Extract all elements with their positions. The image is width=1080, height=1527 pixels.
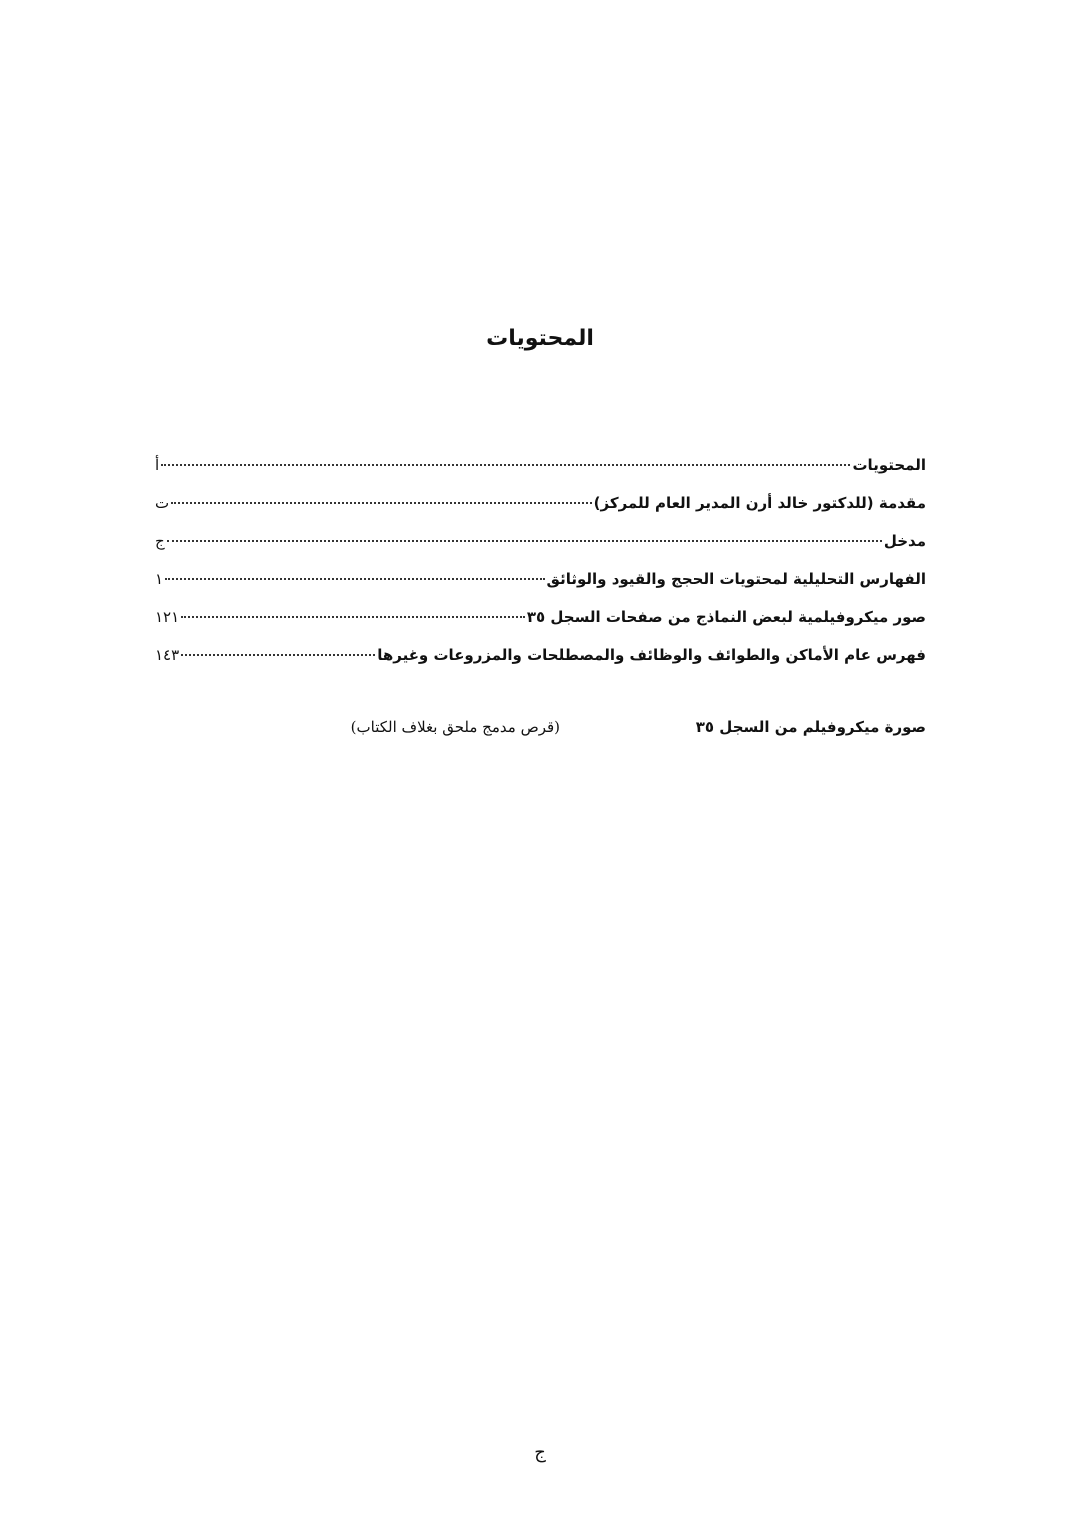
toc-item-label: فهرس عام الأماكن والطوائف والوظائف والمصطلحات والمزروعات وغيرها	[377, 646, 926, 664]
toc-item-page: ١٢١	[155, 608, 180, 626]
toc-item-label: مدخل	[883, 532, 926, 550]
toc-item-label: الفهارس التحليلية لمحتويات الحجج والقيود والوثائق	[546, 570, 926, 588]
appendix-line	[300, 712, 926, 742]
toc-item-label: صور ميكروفيلمية لبعض النماذج من صفحات السجل ٣٥	[526, 608, 926, 626]
toc-item-microfilm-images[interactable]	[155, 598, 926, 636]
toc-item-introduction[interactable]	[155, 484, 926, 522]
page-title: المحتويات	[486, 326, 594, 351]
toc-item-label: المحتويات	[852, 456, 926, 474]
page-number: ج	[534, 1442, 546, 1463]
toc-leader-dots	[165, 577, 544, 580]
toc-item-page: أ	[155, 456, 160, 474]
toc-item-contents[interactable]	[155, 446, 926, 484]
toc-leader-dots	[161, 463, 850, 466]
toc-leader-dots	[181, 615, 525, 618]
toc-item-page: ت	[155, 494, 170, 512]
toc-leader-dots	[171, 501, 592, 504]
toc-item-label: مقدمة (للدكتور خالد أرن المدير العام للمركز)	[593, 494, 926, 512]
toc-item-analytical-indexes[interactable]	[155, 560, 926, 598]
toc-item-page: ١	[155, 570, 164, 588]
toc-item-page: ج	[155, 532, 165, 550]
toc-item-page: ١٤٣	[155, 646, 180, 664]
appendix-label: صورة ميكروفيلم من السجل ٣٥	[695, 718, 926, 736]
toc-leader-dots	[181, 653, 375, 656]
toc-leader-dots	[167, 539, 882, 542]
table-of-contents	[155, 446, 926, 674]
appendix-note: (قرص مدمج ملحق بغلاف الكتاب)	[350, 718, 560, 736]
toc-item-general-index[interactable]	[155, 636, 926, 674]
appendix-note-container	[300, 712, 560, 742]
toc-item-entry[interactable]	[155, 522, 926, 560]
